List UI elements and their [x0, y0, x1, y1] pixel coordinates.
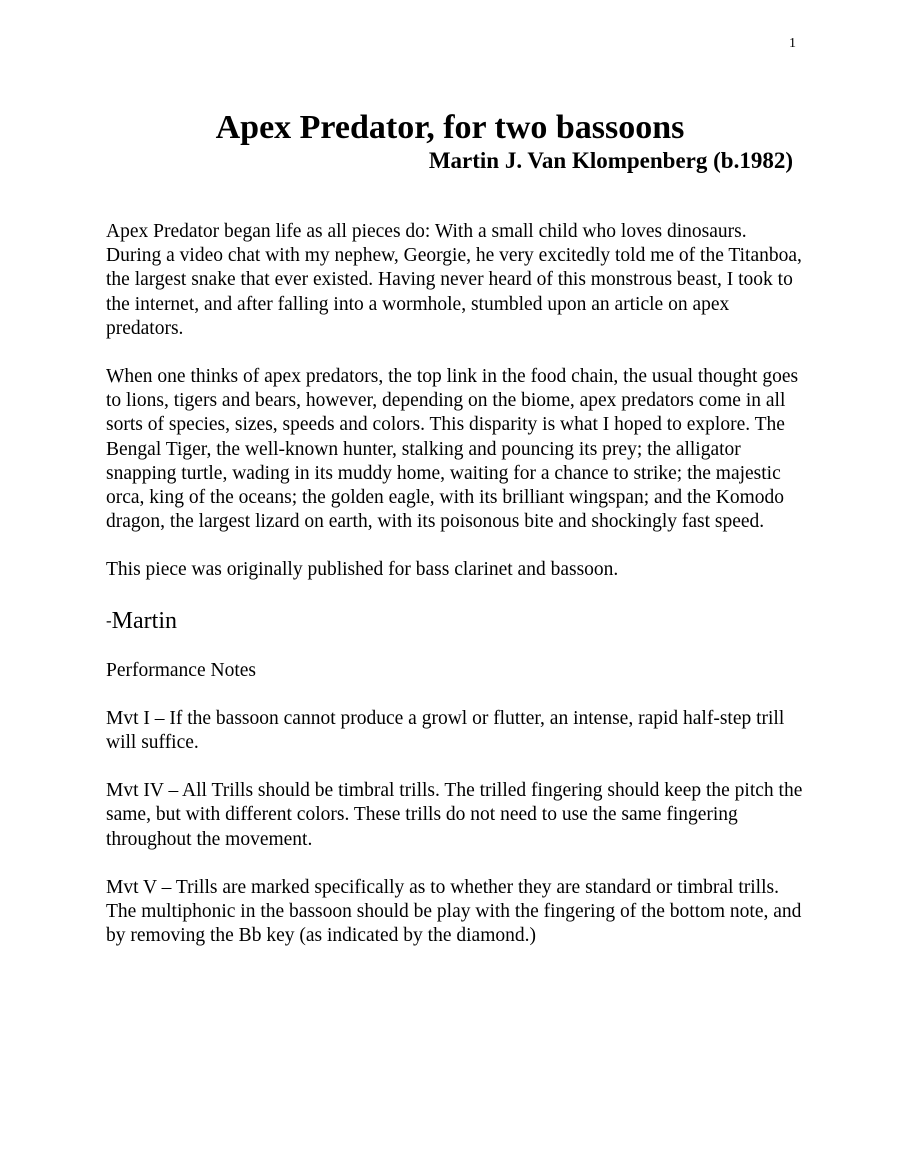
- signature-name: Martin: [111, 607, 177, 634]
- composer-credit: Martin J. Van Klompenberg (b.1982): [428, 148, 793, 173]
- signature: [106, 607, 806, 635]
- signature-dash: -: [106, 610, 112, 630]
- paragraph-original-publication: This piece was originally published for bass clarinet and bassoon.: [106, 559, 619, 581]
- performance-note-mvt-4: Mvt IV – All Trills should be timbral trills. The trilled fingering should keep the pitch the same, but with different colors. These trills do not need to use the same fingering throughout the movement.: [106, 780, 803, 850]
- performance-notes-heading: Performance Notes: [106, 659, 256, 681]
- paragraph-origin: Apex Predator began life as all pieces do: With a small child who loves dinosaurs. During a video chat with my nephew, Georgie, he very excitedly told me of the Titanboa, the largest snake that ever existed. Having never heard of this monstrous beast, I took to the internet, and after falling into a wormhole, stumbled upon an article on apex predators.: [106, 221, 802, 339]
- performance-note-mvt-5: Mvt V – Trills are marked specifically as to whether they are standard or timbral trills. The multiphonic in the bassoon should be play with the fingering of the bottom note, and by removing the Bb key (as indicated by the diamond.): [106, 876, 802, 947]
- page-number: 1: [789, 36, 796, 51]
- page-title: Apex Predator, for two bassoons: [215, 109, 685, 146]
- paragraph-apex-predators: When one thinks of apex predators, the top link in the food chain, the usual thought goes to lions, tigers and bears, however, depending on the biome, apex predators come in all sorts of species, sizes, speeds and colors. This disparity is what I hoped to explore. The Bengal Tiger, the well-known hunter, stalking and pouncing its prey; the alligator snapping turtle, wading in its muddy home, waiting for a chance to strike; the majestic orca, king of the oceans; the golden eagle, with its brilliant wingspan; and the Komodo dragon, the largest lizard on earth, with its poisonous bite and shockingly fast speed.: [106, 366, 799, 533]
- performance-note-mvt-1: Mvt I – If the bassoon cannot produce a growl or flutter, an intense, rapid half-step trill will suffice.: [106, 707, 785, 754]
- program-notes-body: [106, 220, 806, 972]
